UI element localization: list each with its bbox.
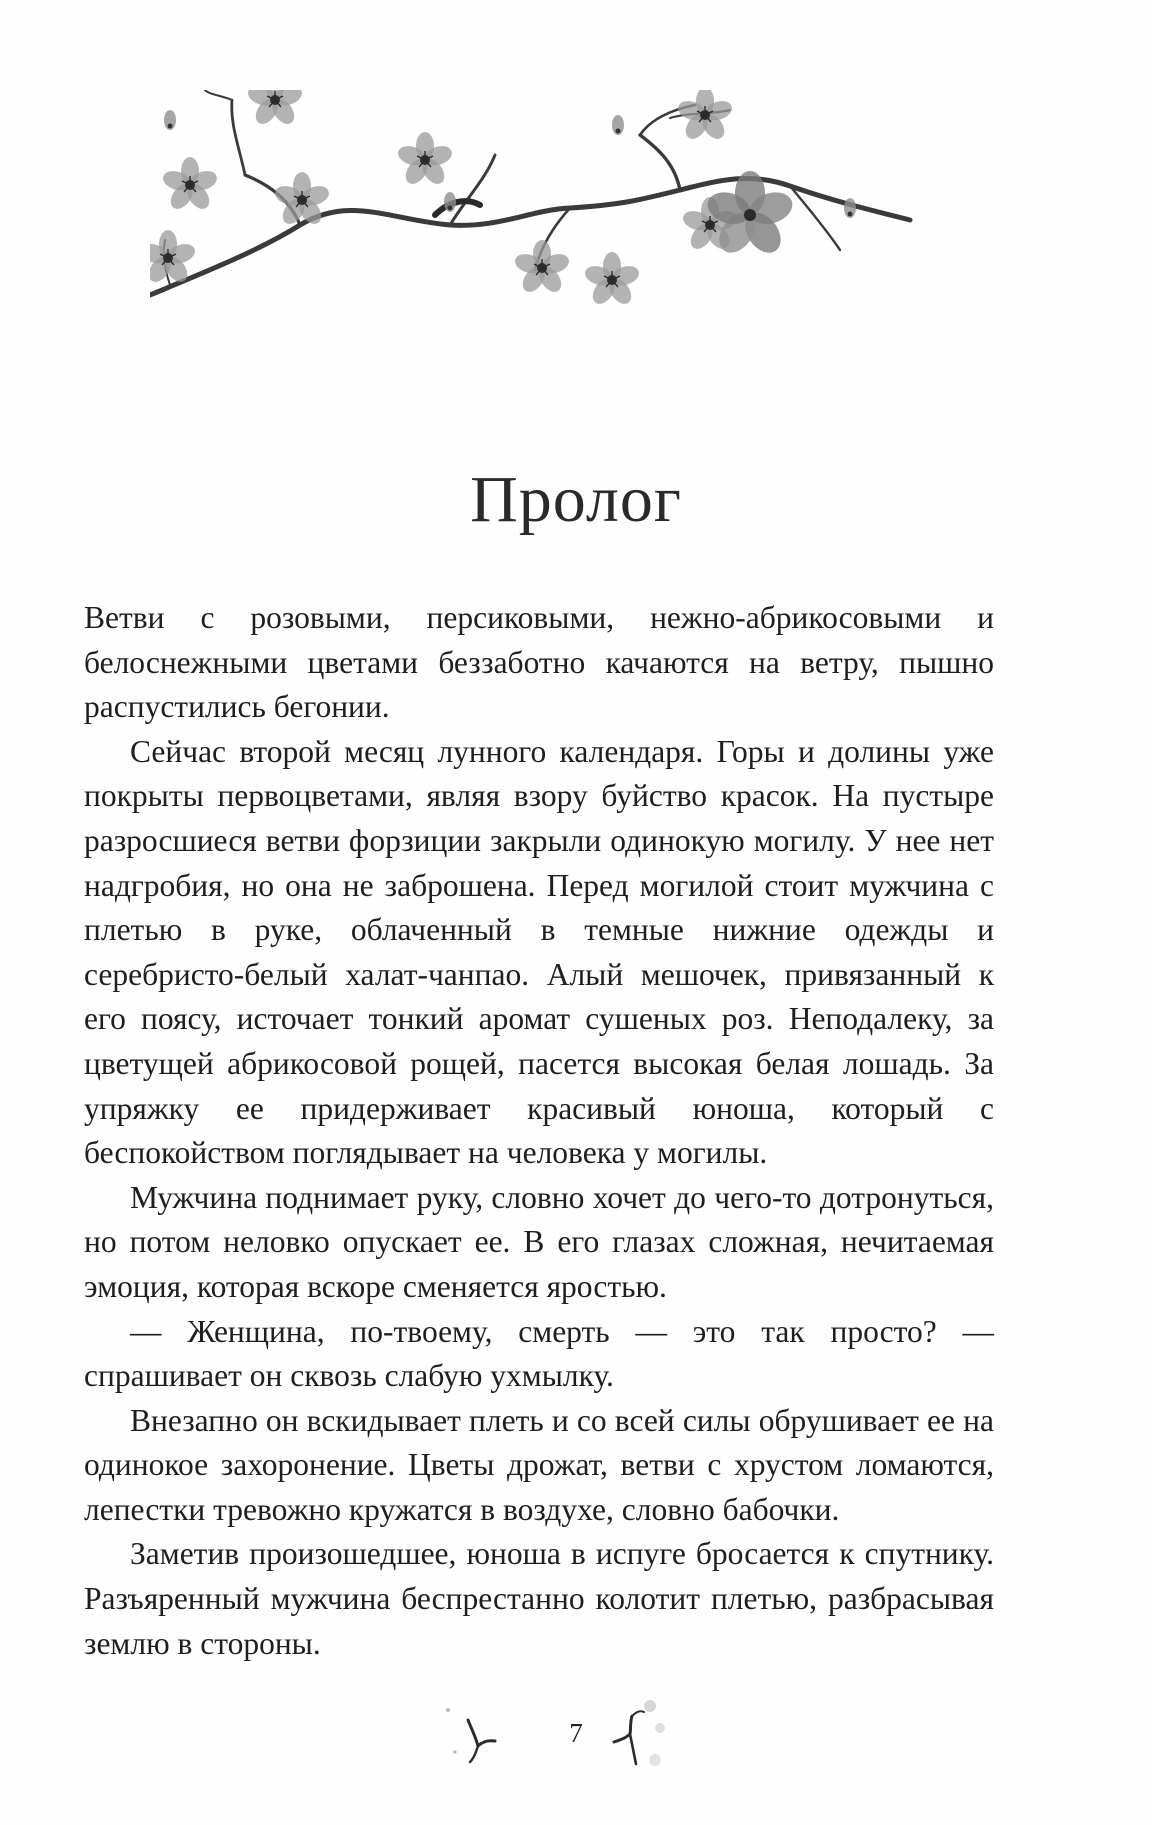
- paragraph: Ветви с розовыми, персиковыми, нежно-абрикосовыми и белоснежными цветами беззаботно качаются на ветру, пышно распустились бегонии.: [84, 600, 994, 725]
- sparrow-icon: [600, 1700, 670, 1770]
- paragraph: Внезапно он вскидывает плеть и со всей силы обрушивает ее на одинокое захоронение. Цветы дрожат, ветви с хрустом ломаются, лепестки тревожно кружатся в воздухе, словно бабочки.: [84, 1402, 994, 1527]
- chapter-title: Пролог: [470, 463, 682, 537]
- page-number: 7: [569, 1718, 583, 1748]
- paragraph: Мужчина поднимает руку, словно хочет до чего-то дотронуться, но потом неловко опускает ее. В его глазах сложная, нечитаемая эмоция, которая вскоре сменяется яростью.: [84, 1179, 994, 1304]
- body-text: [84, 596, 994, 1666]
- paragraph: Заметив произошедшее, юноша в испуге бросается к спутнику. Разъяренный мужчина беспрестанно колотит плетью, разбрасывая землю в стороны.: [84, 1536, 994, 1661]
- paragraph: Сейчас второй месяц лунного календаря. Горы и долины уже покрыты первоцветами, являя взору буйство красок. На пустыре разросшиеся ветви форзиции закрыли одинокую могилу. У нее нет надгробия, но она не заброшена. Перед могилой стоит мужчина с плетью в руке, облаченный в темные нижние одежды и серебристо-белый халат-чанпао. Алый мешочек, привязанный к его поясу, источает тонкий аромат сушеных роз. Неподалеку, за цветущей абрикосовой рощей, пасется высокая белая лошадь. За упряжку ее придерживает красивый юноша, который с беспокойством поглядывает на человека у могилы.: [84, 733, 994, 1171]
- paragraph: — Женщина, по-твоему, смерть — это так просто? — спрашивает он сквозь слабую ухмылку.: [84, 1313, 994, 1394]
- blossom-branch-icon: [150, 90, 970, 370]
- page-footer: [0, 1700, 1152, 1770]
